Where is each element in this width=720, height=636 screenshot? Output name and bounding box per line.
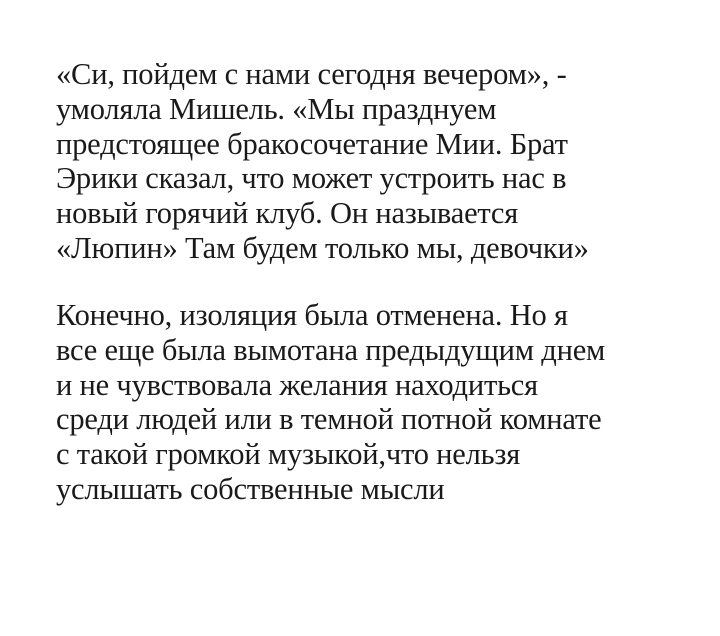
text-line: услышать собственные мысли <box>56 471 445 506</box>
text-line: и не чувствовала желания находиться <box>56 367 538 402</box>
text-line: новый горячий клуб. Он называется <box>56 196 519 231</box>
text-line: все еще была вымотана предыдущим днем <box>56 332 606 367</box>
text-line: умоляла Мишель. «Мы празднуем <box>56 91 497 126</box>
text-line: среди людей или в темной потной комнате <box>56 402 602 437</box>
text-line: Конечно, изоляция была отменена. Но я <box>56 298 568 332</box>
paragraph-2 <box>56 298 696 507</box>
text-line: предстоящее бракосочетание Мии. Брат <box>56 126 568 161</box>
paragraph-1 <box>56 57 696 266</box>
text-line: Эрики сказал, что может устроить нас в <box>56 161 567 196</box>
text-line: «Си, пойдем с нами сегодня вечером», - <box>56 57 567 91</box>
text-line: «Люпин» Там будем только мы, девочки» <box>56 230 589 265</box>
text-line: с такой громкой музыкой,что нельзя <box>56 437 521 472</box>
